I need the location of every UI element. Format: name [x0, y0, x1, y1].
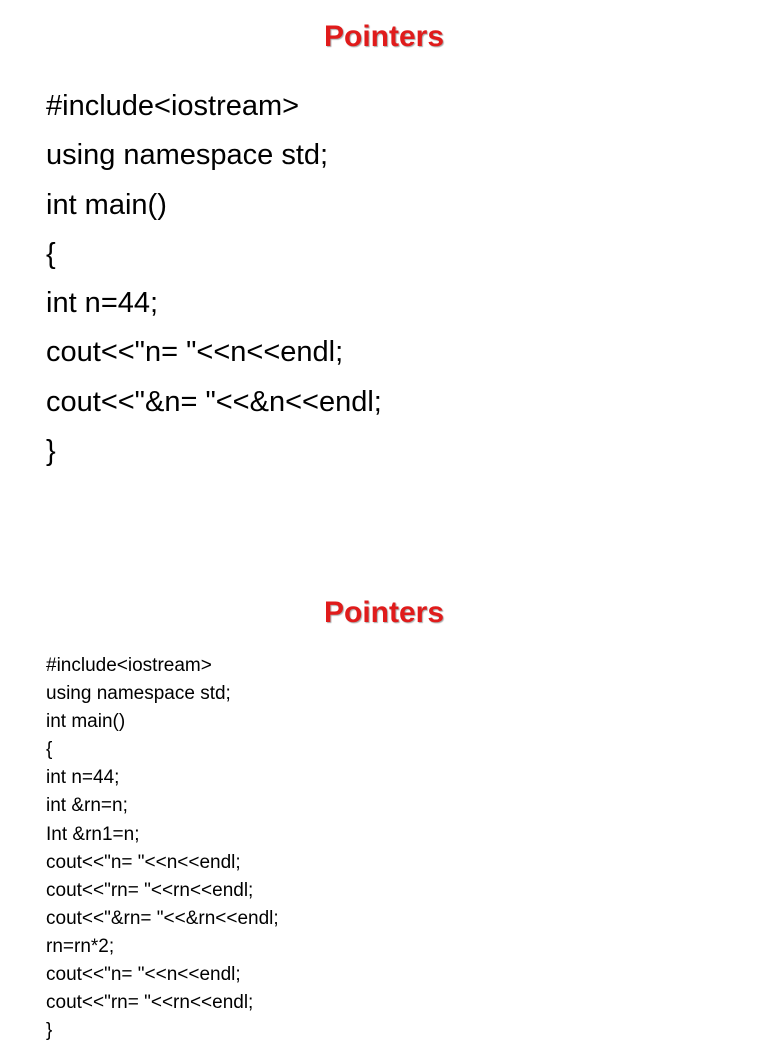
code-line: {: [46, 237, 56, 270]
code-block: [46, 652, 279, 1045]
code-line: cout<<"n= "<<n<<endl;: [46, 964, 241, 986]
code-line: int &rn=n;: [46, 795, 128, 817]
code-line: cout<<"&rn= "<<&rn<<endl;: [46, 907, 279, 929]
code-line: using namespace std;: [46, 139, 329, 172]
code-line: #include<iostream>: [46, 655, 212, 676]
code-block: [46, 82, 382, 476]
code-line: using namespace std;: [46, 683, 231, 705]
slide-2: [0, 576, 768, 1042]
code-line: }: [46, 1020, 53, 1042]
code-line: int main(): [46, 711, 126, 733]
slide-title: Pointers: [323, 596, 445, 629]
code-line: #include<iostream>: [46, 90, 300, 122]
code-line: Int &rn1=n;: [46, 823, 140, 845]
code-line: {: [46, 739, 53, 761]
code-line: }: [46, 435, 56, 468]
slide-title: Pointers: [323, 20, 445, 53]
code-line: cout<<"n= "<<n<<endl;: [46, 851, 241, 873]
code-line: rn=rn*2;: [46, 935, 115, 957]
code-line: int n=44;: [46, 287, 159, 320]
code-line: int main(): [46, 188, 167, 221]
code-line: cout<<"n= "<<n<<endl;: [46, 336, 344, 369]
code-line: cout<<"rn= "<<rn<<endl;: [46, 879, 254, 901]
code-line: int n=44;: [46, 767, 120, 789]
code-line: cout<<"&n= "<<&n<<endl;: [46, 385, 382, 418]
code-line: cout<<"rn= "<<rn<<endl;: [46, 992, 254, 1014]
